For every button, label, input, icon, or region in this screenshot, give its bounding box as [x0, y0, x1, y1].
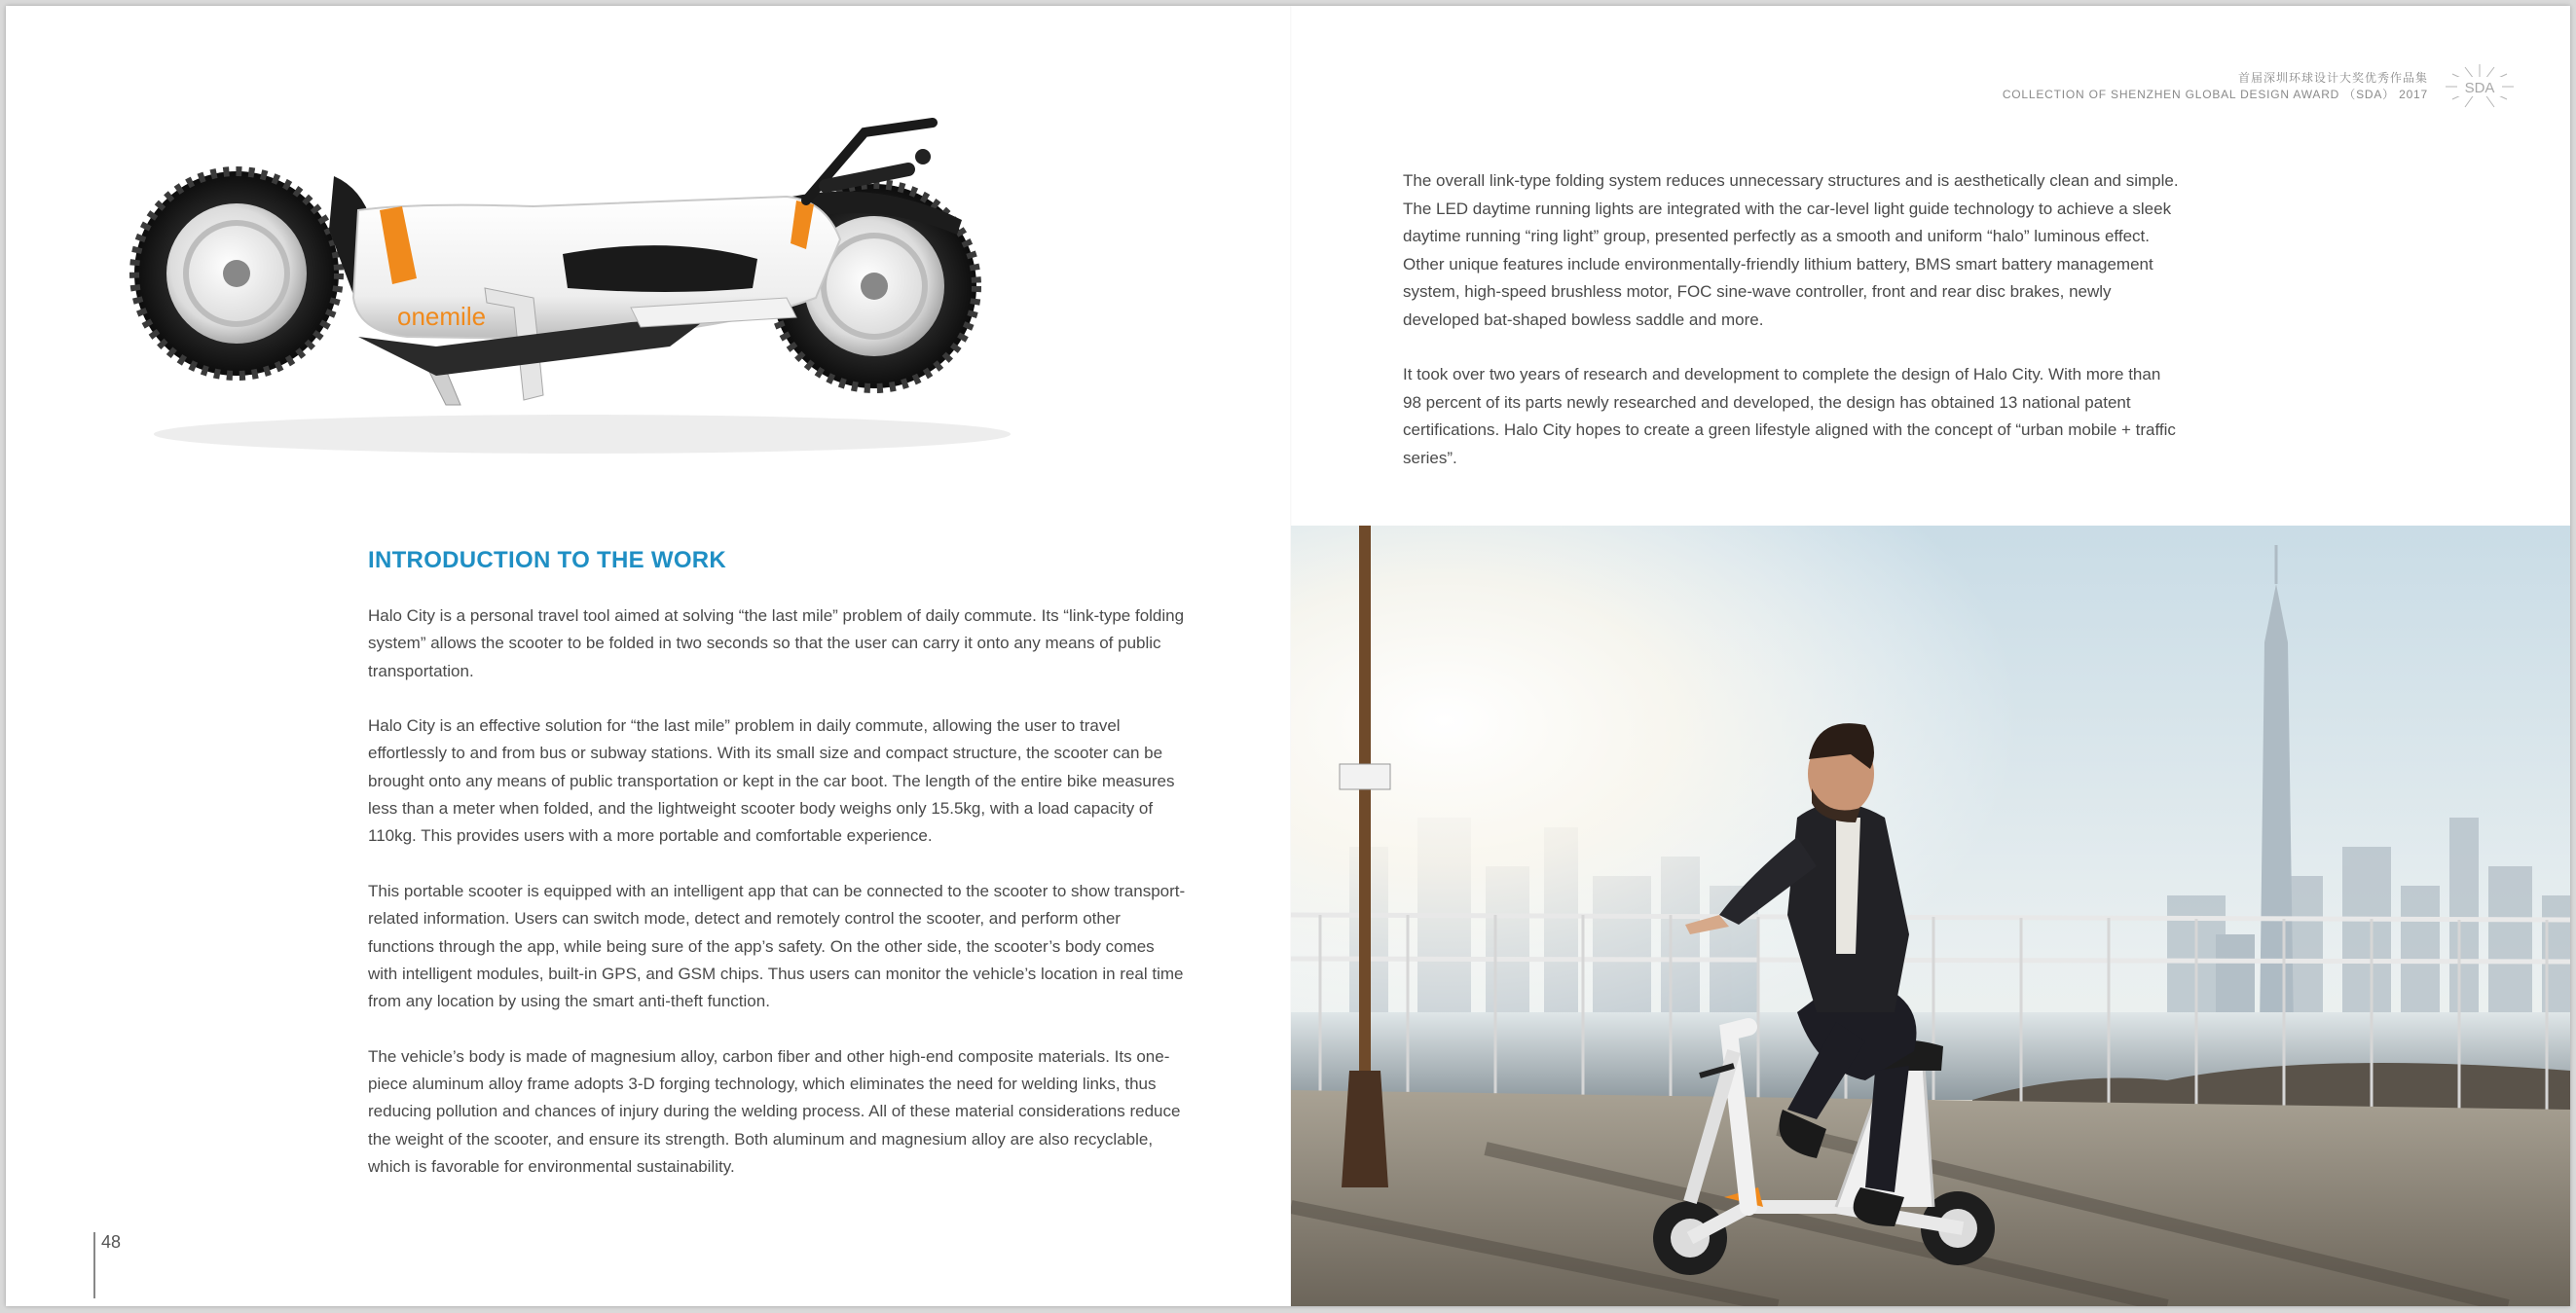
page-header	[2003, 62, 2516, 111]
sda-logo-text: SDA	[2464, 80, 2495, 96]
header-en-title: COLLECTION OF SHENZHEN GLOBAL DESIGN AWARD （SDA） 2017	[2002, 88, 2428, 101]
magazine-spread	[6, 6, 2570, 1306]
header-cn-title: 首届深圳环球设计大奖优秀作品集	[2237, 71, 2428, 85]
section-title: INTRODUCTION TO THE WORK	[368, 547, 727, 573]
intro-paragraph: Halo City is an effective solution for “the last mile” problem in daily commute, allowing the user to travel effortlessly to and from bus or subway stations. With its small size and compact structure, the scooter can be brought onto any means of public transportation or kept in the car boot. The length of the entire bike measures less than a meter when folded, and the lightweight scooter body weighs only 15.5kg, with a load capacity of 110kg. This provides users with a more portable and comfortable experience.	[368, 716, 1175, 846]
page-number: 48	[93, 1232, 121, 1298]
intro-body	[368, 602, 1186, 1209]
sda-logo-icon	[2444, 62, 2516, 111]
scooter-brand-mark: onemile	[397, 302, 487, 331]
right-paragraph: It took over two years of research and development to complete the design of Halo City. With more than 98 percent of its parts newly researched and developed, the design has obtained 13 national patent certifications. Halo City hopes to create a green lifestyle aligned with the concept of “urban mobile + traffic series”.	[1403, 365, 2176, 467]
intro-paragraph: The vehicle’s body is made of magnesium alloy, carbon fiber and other high-end composite materials. Its one-piece aluminum alloy frame adopts 3-D forging technology, which eliminates the need for welding links, thus reducing pollution and chances of injury during the welding process. All of these material considerations reduce the weight of the scooter, and ensure its strength. Both aluminum and magnesium alloy are also recyclable, which is favorable for environmental sustainability.	[368, 1046, 1181, 1176]
intro-paragraph: Halo City is a personal travel tool aimed at solving “the last mile” problem of daily commute. Its “link-type folding system” allows the scooter to be folded in two seconds so that the user can carry it onto any means of public transportation.	[368, 606, 1185, 680]
folded-scooter-image	[125, 113, 1059, 492]
header-text	[2003, 70, 2428, 103]
intro-paragraph: This portable scooter is equipped with an intelligent app that can be connected to the scooter to show transport-related information. Users can switch mode, detect and remotely control the scooter, and perform other functions through the app, while being sure of the app’s safety. On the other side, the scooter’s body comes with intelligent modules, built-in GPS, and GSM chips. Thus users can monitor the vehicle’s location in real time from any location by using the smart anti-theft function.	[368, 881, 1186, 1011]
right-column-text	[1403, 167, 2182, 499]
lifestyle-photo	[1291, 526, 2570, 1306]
right-paragraph: The overall link-type folding system reduces unnecessary structures and is aesthetically clean and simple. The LED daytime running lights are integrated with the car-level light guide technology to achieve a sleek daytime running “ring light” group, presented perfectly as a smooth and uniform “halo” luminous effect. Other unique features include environmentally-friendly lithium battery, BMS smart battery management system, high-speed brushless motor, FOC sine-wave controller, front and rear disc brakes, newly developed bat-shaped bowless saddle and more.	[1403, 171, 2179, 329]
